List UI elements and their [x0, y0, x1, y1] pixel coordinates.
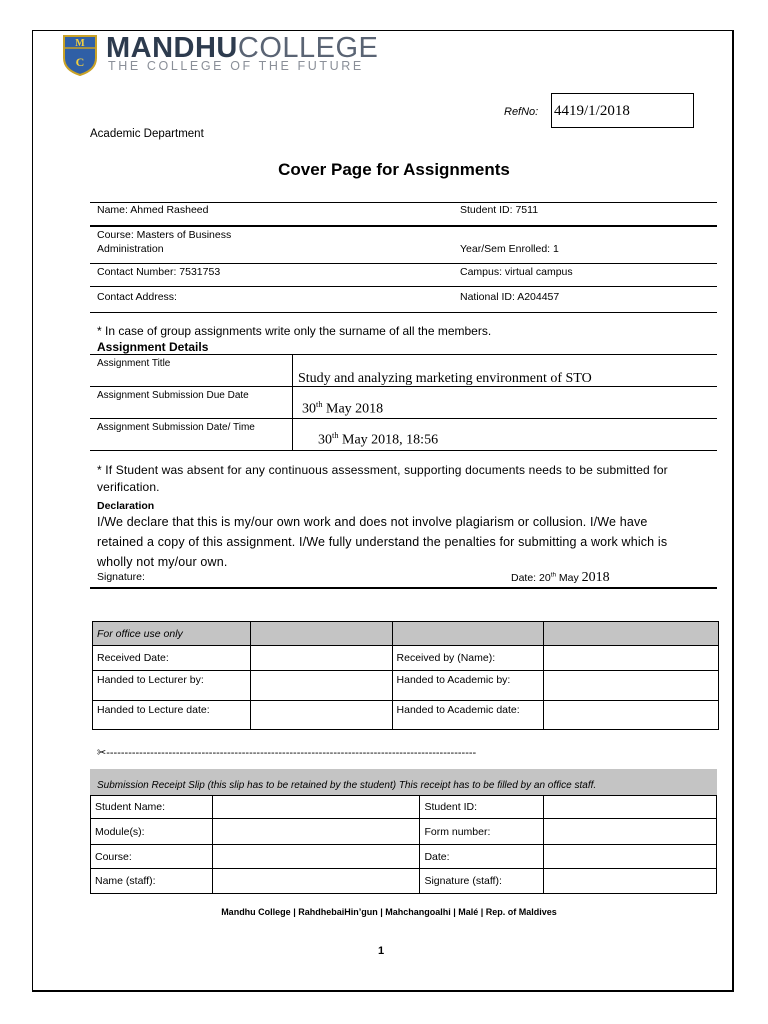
- receipt-modules-label: Module(s):: [91, 819, 213, 845]
- student-id: Student ID: 7511: [460, 204, 539, 216]
- received-by-label: Received by (Name):: [392, 646, 544, 671]
- divider: [90, 263, 717, 264]
- received-by-field[interactable]: [544, 646, 719, 671]
- divider: [90, 225, 717, 227]
- footer-address: Mandhu College | RahdhebaiHin’gun | Mahchangoalhi | Malé | Rep. of Maldives: [221, 907, 557, 917]
- handed-academic-by-label: Handed to Academic by:: [392, 671, 544, 701]
- page-title: Cover Page for Assignments: [278, 160, 510, 179]
- submission-date-value: 30th May 2018, 18:56: [318, 431, 439, 448]
- handed-lecture-date-label: Handed to Lecture date:: [93, 701, 251, 730]
- divider: [90, 312, 717, 313]
- receipt-signature-staff-label: Signature (staff):: [420, 869, 544, 894]
- absent-note: * If Student was absent for any continuous assessment, supporting documents needs to be submitted for verification.: [97, 463, 668, 494]
- handed-lecture-date-field[interactable]: [250, 701, 392, 730]
- college-brand-name: MANDHUCOLLEGE: [106, 32, 379, 64]
- divider: [90, 354, 717, 355]
- receipt-signature-staff-field[interactable]: [544, 869, 717, 894]
- divider: [90, 286, 717, 287]
- receipt-name-staff-label: Name (staff):: [91, 869, 213, 894]
- assignment-details-heading: Assignment Details: [97, 340, 209, 354]
- received-date-field[interactable]: [250, 646, 392, 671]
- receipt-date-field[interactable]: [544, 845, 717, 869]
- column-divider: [292, 354, 293, 450]
- contact-number: Contact Number: 7531753: [97, 266, 221, 278]
- svg-text:M: M: [75, 38, 85, 49]
- declaration-text: I/We declare that this is my/our own work and does not involve plagiarism or collusion. I/We have retained a copy of this assignment. I/We fully understand the penalties for submitting a work which is wholly not my/our own.: [97, 515, 668, 569]
- receipt-student-id-field[interactable]: [544, 796, 717, 819]
- submission-date-label: Assignment Submission Date/ Time: [97, 422, 255, 433]
- refno-label: RefNo:: [504, 106, 539, 118]
- receipt-course-label: Course:: [91, 845, 213, 869]
- receipt-modules-field[interactable]: [212, 819, 420, 845]
- handed-academic-date-field[interactable]: [544, 701, 719, 730]
- divider: [90, 418, 717, 419]
- cut-line: ✂-----------------------------------------------------------------------------------------------------: [97, 747, 477, 759]
- receipt-heading: Submission Receipt Slip (this slip has to be retained by the student) This receipt has to be filled by an office staff.: [97, 780, 597, 791]
- handed-lecturer-by-field[interactable]: [250, 671, 392, 701]
- receipt-course-field[interactable]: [212, 845, 420, 869]
- college-logo-icon: [60, 34, 100, 76]
- svg-text:C: C: [75, 55, 85, 69]
- department-label: Academic Department: [90, 128, 204, 140]
- receipt-form-number-field[interactable]: [544, 819, 717, 845]
- office-use-table: [92, 621, 719, 730]
- due-date-value: 30th May 2018: [302, 400, 384, 417]
- received-date-label: Received Date:: [93, 646, 251, 671]
- national-id: National ID: A204457: [460, 291, 560, 303]
- divider: [90, 587, 717, 589]
- course-line-1: Course: Masters of Business: [97, 229, 232, 241]
- due-date-label: Assignment Submission Due Date: [97, 390, 249, 401]
- receipt-name-staff-field[interactable]: [212, 869, 420, 894]
- course-line-2: Administration: [97, 243, 164, 255]
- contact-address: Contact Address:: [97, 291, 177, 303]
- receipt-student-name-label: Student Name:: [91, 796, 213, 819]
- divider: [90, 202, 717, 203]
- signature-label: Signature:: [97, 571, 145, 583]
- group-note: * In case of group assignments write only the surname of all the members.: [97, 324, 492, 338]
- receipt-table: [90, 795, 717, 894]
- divider: [90, 450, 717, 451]
- office-use-heading: For office use only: [93, 622, 251, 646]
- receipt-student-id-label: Student ID:: [420, 796, 544, 819]
- assignment-title-value: Study and analyzing marketing environment of STO: [298, 371, 592, 386]
- campus: Campus: virtual campus: [460, 266, 573, 278]
- declaration-heading: Declaration: [97, 500, 155, 512]
- handed-lecturer-by-label: Handed to Lecturer by:: [93, 671, 251, 701]
- receipt-form-number-label: Form number:: [420, 819, 544, 845]
- divider: [90, 386, 717, 387]
- receipt-student-name-field[interactable]: [212, 796, 420, 819]
- college-tagline: THE COLLEGE OF THE FUTURE: [108, 59, 364, 73]
- refno-value: 4419/1/2018: [551, 93, 694, 128]
- receipt-date-label: Date:: [420, 845, 544, 869]
- handed-academic-date-label: Handed to Academic date:: [392, 701, 544, 730]
- handed-academic-by-field[interactable]: [544, 671, 719, 701]
- year-sem-enrolled: Year/Sem Enrolled: 1: [460, 243, 559, 255]
- page-number: 1: [378, 945, 385, 957]
- assignment-title-label: Assignment Title: [97, 358, 171, 369]
- student-name: Name: Ahmed Rasheed: [97, 204, 209, 216]
- declaration-date: Date: 20th May 2018: [511, 570, 610, 585]
